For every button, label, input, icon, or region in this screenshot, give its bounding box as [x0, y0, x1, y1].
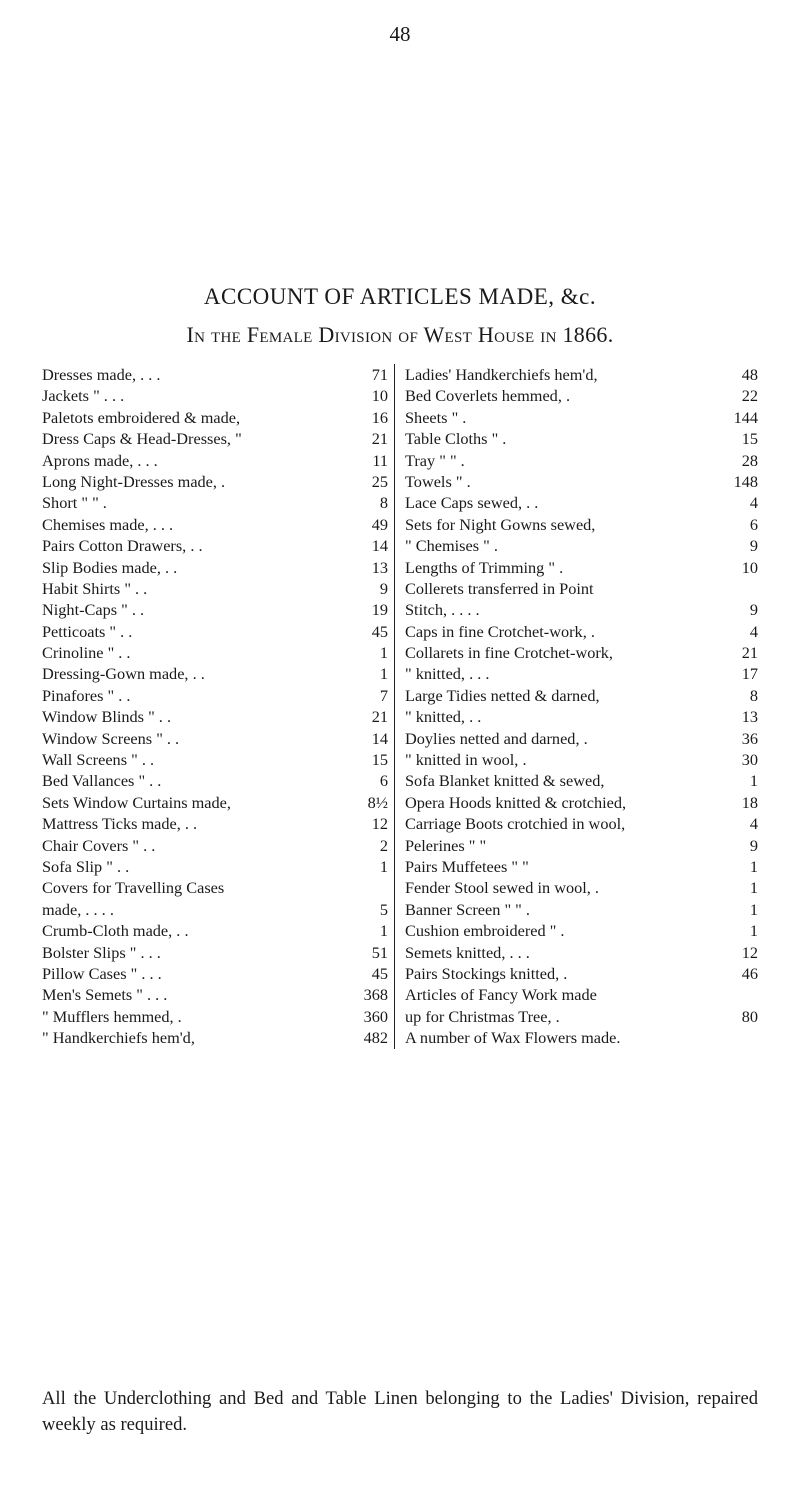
- articles-table: [42, 364, 758, 1049]
- item-label: Bolster Slips " . . .: [42, 942, 161, 962]
- item-label: Sofa Slip " . .: [42, 856, 130, 876]
- table-row: [42, 685, 394, 706]
- item-label: up for Christmas Tree, .: [405, 1006, 560, 1026]
- item-value: 36: [741, 728, 758, 748]
- table-row: [42, 642, 394, 663]
- table-row: [42, 450, 394, 471]
- item-value: 45: [371, 621, 388, 641]
- item-label: Jackets " . . .: [42, 386, 125, 406]
- item-label: Mattress Ticks made, . .: [42, 814, 198, 834]
- item-label: Pillow Cases " . . .: [42, 963, 162, 983]
- table-row: [42, 856, 394, 877]
- item-value: 18: [741, 792, 758, 812]
- table-row: [42, 899, 394, 920]
- table-row: [405, 514, 758, 535]
- item-value: 1: [749, 878, 758, 898]
- item-label: Dressing-Gown made, . .: [42, 664, 205, 684]
- table-row: [405, 984, 758, 1005]
- item-label: Fender Stool sewed in wool, .: [405, 878, 599, 898]
- item-label: Semets knitted, . . .: [405, 942, 530, 962]
- table-row: [405, 749, 758, 770]
- item-label: Crinoline " . .: [42, 643, 131, 663]
- item-value: 144: [733, 407, 758, 427]
- table-row: [42, 599, 394, 620]
- table-row: [405, 450, 758, 471]
- table-row: [405, 792, 758, 813]
- item-value: 71: [371, 365, 388, 384]
- item-label: Long Night-Dresses made, .: [42, 471, 226, 491]
- item-value: 16: [371, 407, 388, 427]
- item-value: 1: [379, 643, 388, 663]
- item-label: made, . . . .: [42, 899, 114, 919]
- table-row: [405, 813, 758, 834]
- item-label: " Handkerchiefs hem'd,: [42, 1028, 195, 1048]
- table-row: [405, 621, 758, 642]
- item-label: Chemises made, . . .: [42, 514, 174, 534]
- table-row: [42, 621, 394, 642]
- item-value: 8: [379, 493, 388, 513]
- table-row: [42, 492, 394, 513]
- table-row: [42, 557, 394, 578]
- table-row: [405, 364, 758, 385]
- item-label: Habit Shirts " . .: [42, 578, 148, 598]
- item-label: Caps in fine Crotchet-work, .: [405, 621, 595, 641]
- item-value: 1: [379, 856, 388, 876]
- item-value: 11: [372, 450, 388, 470]
- table-row: [405, 728, 758, 749]
- item-label: Night-Caps " . .: [42, 600, 145, 620]
- table-row: [405, 385, 758, 406]
- item-label: Bed Vallances " . .: [42, 771, 162, 791]
- table-row: [42, 835, 394, 856]
- item-value: 80: [741, 1006, 758, 1026]
- item-label: " Mufflers hemmed, .: [42, 1006, 182, 1026]
- page-title: ACCOUNT OF ARTICLES MADE, &c.: [203, 284, 597, 309]
- item-value: 9: [379, 578, 388, 598]
- table-row: [405, 599, 758, 620]
- item-label: Sets Window Curtains made,: [42, 792, 231, 812]
- item-value: 13: [741, 707, 758, 727]
- item-label: Collerets transferred in Point: [405, 578, 594, 598]
- table-row: [405, 471, 758, 492]
- right-column: [394, 364, 758, 1049]
- item-value: 1: [749, 771, 758, 791]
- item-value: [724, 578, 758, 599]
- item-value: 10: [371, 386, 388, 406]
- table-row: [405, 963, 758, 984]
- item-value: 12: [741, 942, 758, 962]
- item-label: Towels " .: [405, 471, 471, 491]
- table-row: [42, 1006, 394, 1027]
- table-row: [42, 471, 394, 492]
- table-row: [405, 492, 758, 513]
- item-value: 1: [379, 921, 388, 941]
- item-value: 2: [379, 835, 388, 855]
- item-label: " Chemises " .: [405, 536, 498, 556]
- item-label: Window Blinds " . .: [42, 707, 172, 727]
- item-label: Large Tidies netted & darned,: [405, 685, 600, 705]
- item-label: Table Cloths " .: [405, 429, 507, 449]
- item-label: Paletots embroidered & made,: [42, 407, 241, 427]
- page-number: 48: [389, 22, 411, 46]
- item-value: [724, 1027, 758, 1048]
- item-label: Lace Caps sewed, . .: [405, 493, 539, 513]
- table-row: [405, 642, 758, 663]
- item-label: Doylies netted and darned, .: [405, 728, 588, 748]
- item-label: " knitted, . .: [405, 707, 482, 727]
- item-value: 12: [371, 814, 388, 834]
- item-value: [354, 877, 394, 898]
- item-value: 14: [371, 536, 388, 556]
- table-row: [42, 578, 394, 599]
- item-label: Men's Semets " . . .: [42, 985, 168, 1005]
- table-row: [42, 877, 394, 898]
- item-value: 9: [749, 600, 758, 620]
- item-label: Stitch, . . . .: [405, 600, 480, 620]
- item-label: Cushion embroidered " .: [405, 921, 565, 941]
- item-value: 368: [363, 985, 388, 1005]
- table-row: [42, 749, 394, 770]
- item-label: Articles of Fancy Work made: [405, 985, 597, 1005]
- table-row: [405, 877, 758, 898]
- table-row: [42, 963, 394, 984]
- item-value: 8: [749, 685, 758, 705]
- table-row: [405, 557, 758, 578]
- item-label: Pairs Stockings knitted, .: [405, 963, 568, 983]
- item-label: Tray " " .: [405, 450, 465, 470]
- table-row: [405, 942, 758, 963]
- table-row: [42, 706, 394, 727]
- table-row: [405, 770, 758, 791]
- item-value: 21: [741, 643, 758, 663]
- item-value: 21: [371, 429, 388, 449]
- item-label: Ladies' Handkerchiefs hem'd,: [405, 365, 598, 384]
- item-value: 7: [379, 685, 388, 705]
- item-value: 4: [749, 493, 758, 513]
- table-row: [405, 663, 758, 684]
- item-label: Slip Bodies made, . .: [42, 557, 178, 577]
- table-row: [42, 770, 394, 791]
- item-value: 22: [741, 386, 758, 406]
- item-value: 5: [379, 899, 388, 919]
- item-label: Chair Covers " . .: [42, 835, 156, 855]
- item-value: 28: [741, 450, 758, 470]
- item-value: 6: [379, 771, 388, 791]
- item-label: Aprons made, . . .: [42, 450, 158, 470]
- table-row: [405, 535, 758, 556]
- item-value: 4: [749, 621, 758, 641]
- item-label: Covers for Travelling Cases: [42, 878, 225, 898]
- item-label: Pelerines " ": [405, 835, 487, 855]
- footer-note: All the Underclothing and Bed and Table Linen belonging to the Ladies' Division, repaired weekly as required.: [42, 1388, 758, 1435]
- item-label: Pairs Cotton Drawers, . .: [42, 536, 203, 556]
- table-row: [42, 942, 394, 963]
- table-row: [42, 663, 394, 684]
- table-row: [405, 1027, 758, 1048]
- table-row: [405, 407, 758, 428]
- item-label: Lengths of Trimming " .: [405, 557, 564, 577]
- table-row: [42, 535, 394, 556]
- item-label: Sheets " .: [405, 407, 467, 427]
- item-label: " knitted in wool, .: [405, 750, 527, 770]
- item-label: A number of Wax Flowers made.: [405, 1028, 621, 1048]
- item-value: 1: [749, 899, 758, 919]
- item-value: 19: [371, 600, 388, 620]
- item-value: 48: [741, 365, 758, 384]
- item-label: Bed Coverlets hemmed, .: [405, 386, 571, 406]
- item-value: 25: [371, 471, 388, 491]
- item-value: 49: [371, 514, 388, 534]
- table-row: [42, 428, 394, 449]
- item-value: 17: [741, 664, 758, 684]
- item-label: Opera Hoods knitted & crotchied,: [405, 792, 627, 812]
- table-row: [405, 856, 758, 877]
- table-row: [405, 835, 758, 856]
- item-value: 4: [749, 814, 758, 834]
- item-value: [724, 984, 758, 1005]
- table-row: [42, 813, 394, 834]
- item-value: 9: [749, 536, 758, 556]
- page-subtitle: In the Female Division of West House in 1866.: [186, 322, 614, 347]
- table-row: [405, 685, 758, 706]
- item-value: 360: [363, 1006, 388, 1026]
- item-label: Sets for Night Gowns sewed,: [405, 514, 596, 534]
- table-row: [42, 1027, 394, 1048]
- item-value: 21: [371, 707, 388, 727]
- item-label: Short " " .: [42, 493, 107, 513]
- item-value: 8½: [367, 792, 388, 812]
- item-label: Window Screens " . .: [42, 728, 180, 748]
- item-label: Pinafores " . .: [42, 685, 131, 705]
- item-value: 6: [749, 514, 758, 534]
- item-value: 1: [379, 664, 388, 684]
- item-label: Pairs Muffetees " ": [405, 856, 529, 876]
- table-row: [405, 578, 758, 599]
- table-row: [405, 428, 758, 449]
- item-label: Carriage Boots crotchied in wool,: [405, 814, 626, 834]
- item-value: 482: [363, 1028, 388, 1048]
- item-value: 9: [749, 835, 758, 855]
- item-value: 51: [371, 942, 388, 962]
- table-row: [42, 407, 394, 428]
- item-value: 15: [371, 750, 388, 770]
- item-value: 15: [741, 429, 758, 449]
- item-value: 1: [749, 921, 758, 941]
- table-row: [42, 364, 394, 385]
- item-label: Wall Screens " . .: [42, 750, 155, 770]
- item-value: 46: [741, 963, 758, 983]
- item-label: Dress Caps & Head-Dresses, ": [42, 429, 242, 449]
- table-row: [42, 984, 394, 1005]
- table-row: [405, 1006, 758, 1027]
- table-row: [405, 706, 758, 727]
- item-label: Collarets in fine Crotchet-work,: [405, 643, 613, 663]
- item-label: Dresses made, . . .: [42, 365, 161, 384]
- table-row: [42, 728, 394, 749]
- item-value: 10: [741, 557, 758, 577]
- item-value: 1: [749, 856, 758, 876]
- item-label: Crumb-Cloth made, . .: [42, 921, 189, 941]
- item-value: 45: [371, 963, 388, 983]
- table-row: [405, 899, 758, 920]
- item-label: Sofa Blanket knitted & sewed,: [405, 771, 605, 791]
- table-row: [405, 920, 758, 941]
- table-row: [42, 792, 394, 813]
- item-label: Banner Screen " " .: [405, 899, 530, 919]
- item-label: " knitted, . . .: [405, 664, 490, 684]
- table-row: [42, 385, 394, 406]
- item-value: 13: [371, 557, 388, 577]
- item-value: 14: [371, 728, 388, 748]
- left-column: [42, 364, 394, 1049]
- table-row: [42, 920, 394, 941]
- item-value: 30: [741, 750, 758, 770]
- item-label: Petticoats " . .: [42, 621, 133, 641]
- item-value: 148: [733, 471, 758, 491]
- table-row: [42, 514, 394, 535]
